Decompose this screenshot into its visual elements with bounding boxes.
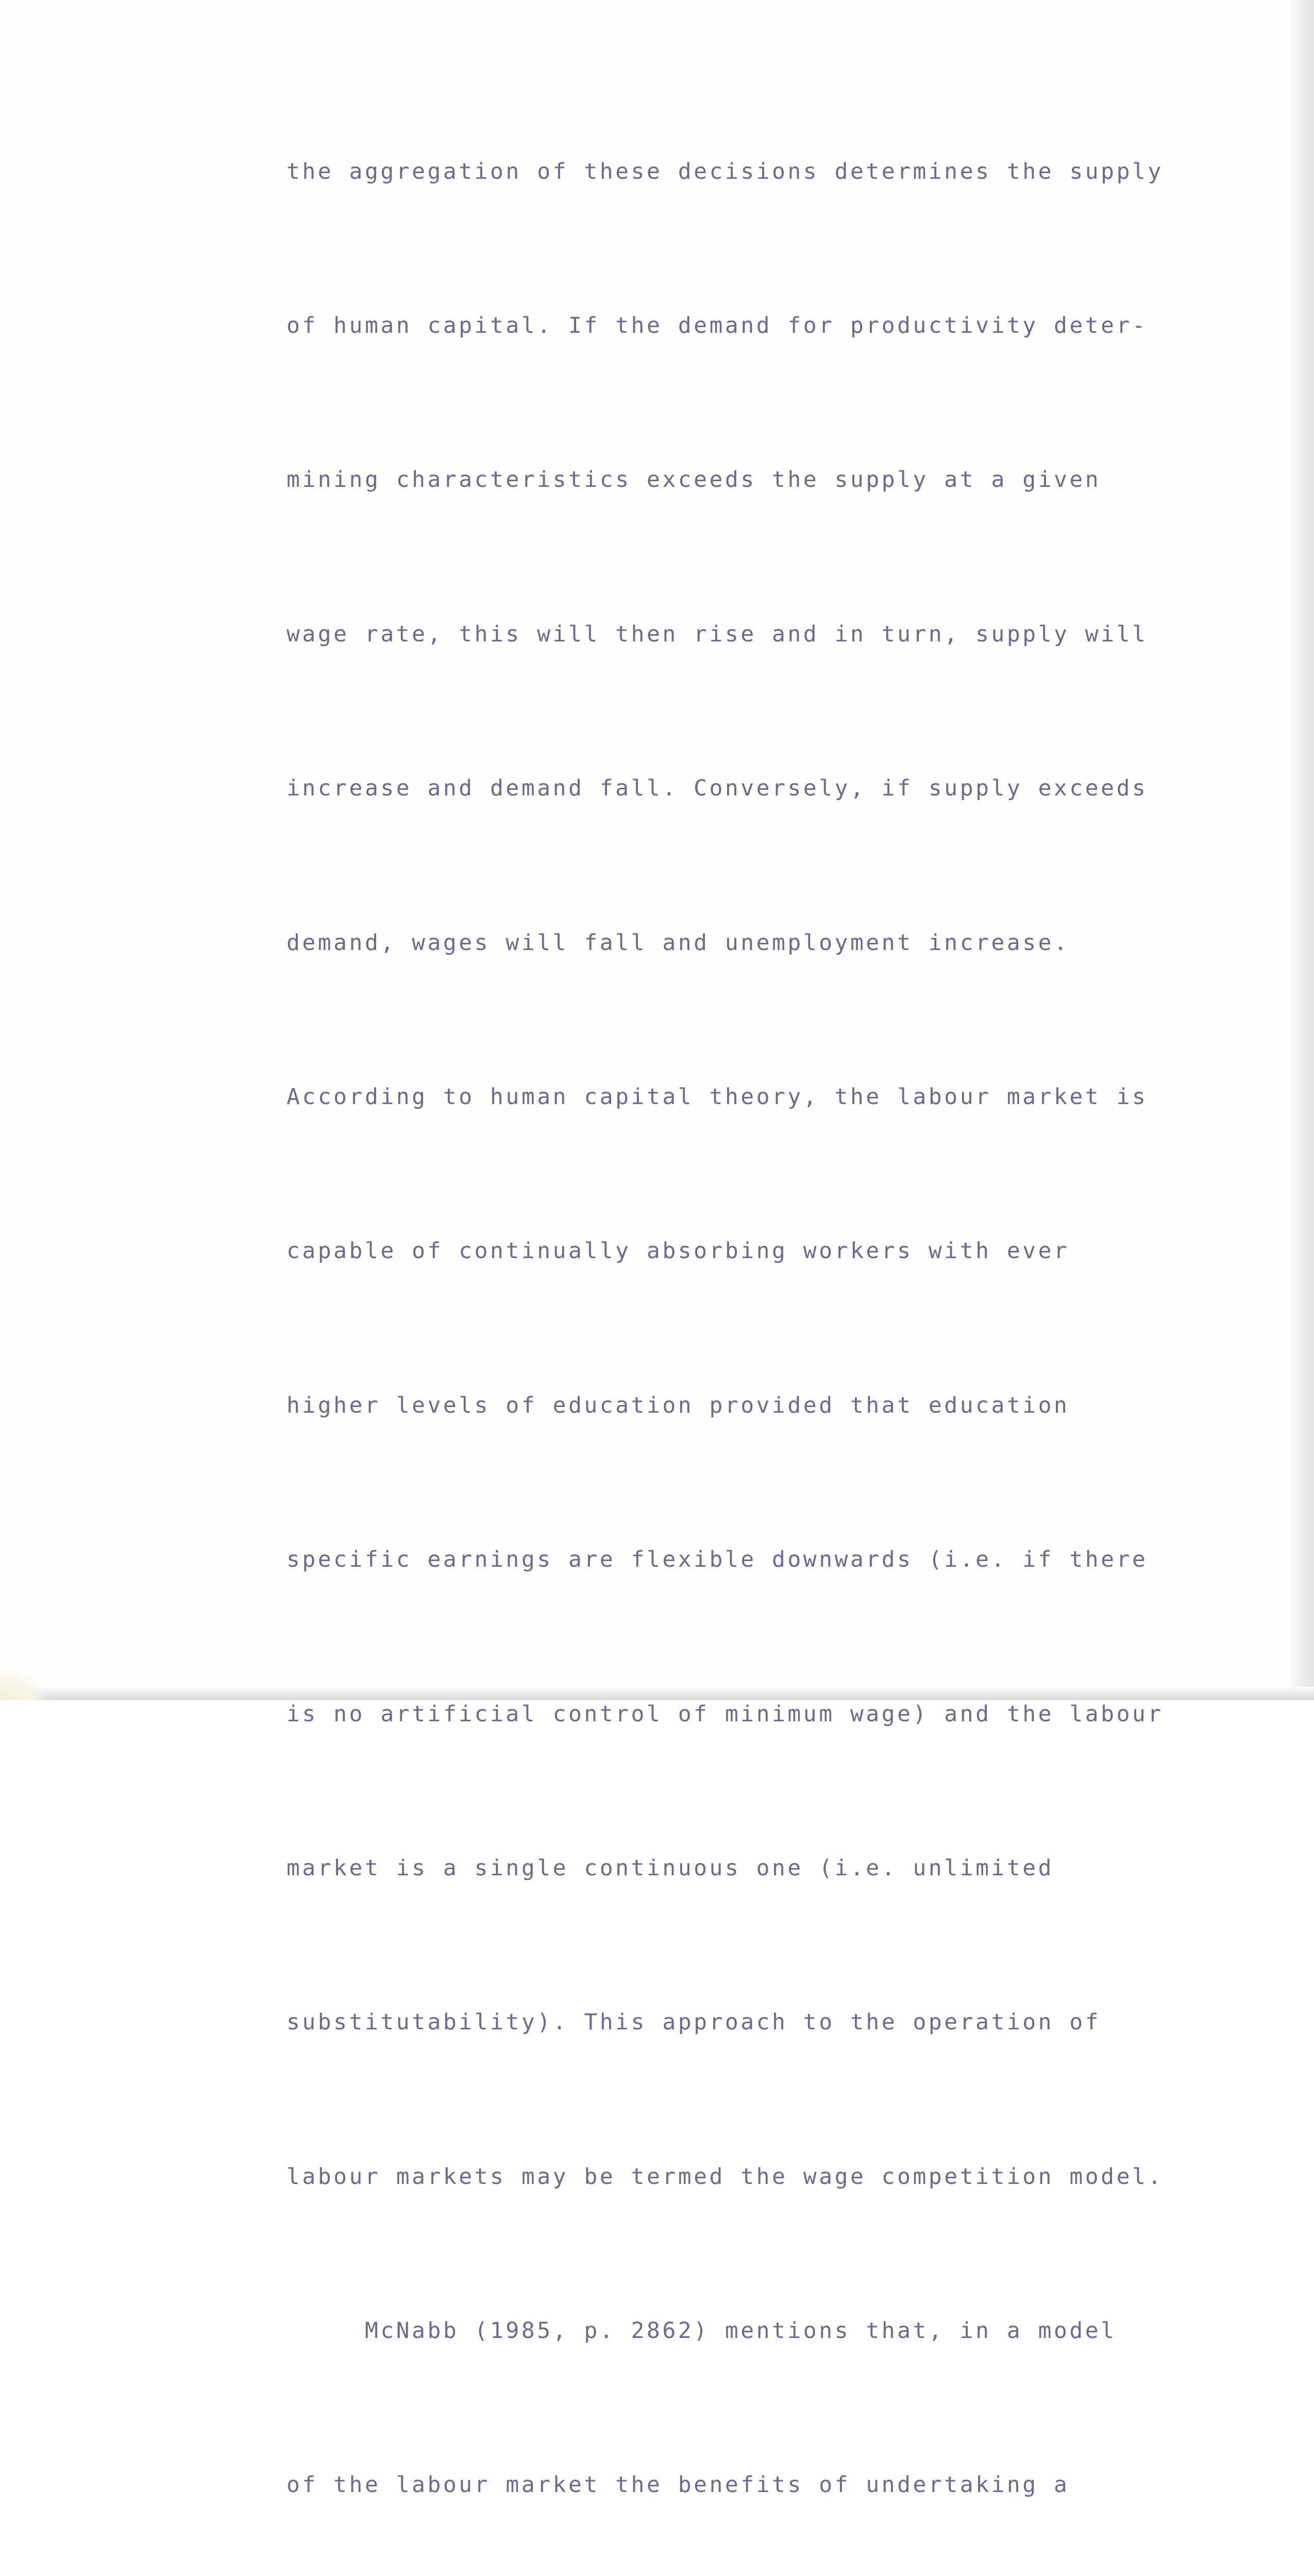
paragraph-start-line: McNabb (1985, p. 2862) mentions that, in a model: [287, 2318, 1117, 2344]
text-line: wage rate, this will then rise and in turn, supply will: [287, 621, 1148, 647]
text-line: mining characteristics exceeds the supply at a given: [287, 467, 1101, 493]
text-line: of the labour market the benefits of undertaking a: [287, 2472, 1070, 2498]
text-line: capable of continually absorbing workers with ever: [287, 1238, 1070, 1264]
body-text: [287, 43, 1193, 2576]
text-line: is no artificial control of minimum wage) and the labour: [287, 1701, 1164, 1727]
text-line: the aggregation of these decisions determines the supply: [287, 158, 1164, 184]
scan-corner-smudge: [0, 1669, 46, 1700]
text-line: increase and demand fall. Conversely, if supply exceeds: [287, 775, 1148, 802]
text-line: of human capital. If the demand for productivity deter-: [287, 312, 1148, 338]
text-line: labour markets may be termed the wage competition model.: [287, 2163, 1164, 2190]
text-line: market is a single continuous one (i.e. unlimited: [287, 1855, 1054, 1881]
text-line: According to human capital theory, the labour market is: [287, 1083, 1148, 1110]
scan-right-edge: [1290, 0, 1314, 1700]
text-line: substitutability). This approach to the operation of: [287, 2009, 1101, 2036]
text-line: demand, wages will fall and unemployment increase.: [287, 929, 1070, 956]
text-line: specific earnings are flexible downwards (i.e. if there: [287, 1547, 1148, 1573]
scan-bottom-edge: [0, 1687, 1314, 1700]
text-line: higher levels of education provided that education: [287, 1392, 1070, 1418]
